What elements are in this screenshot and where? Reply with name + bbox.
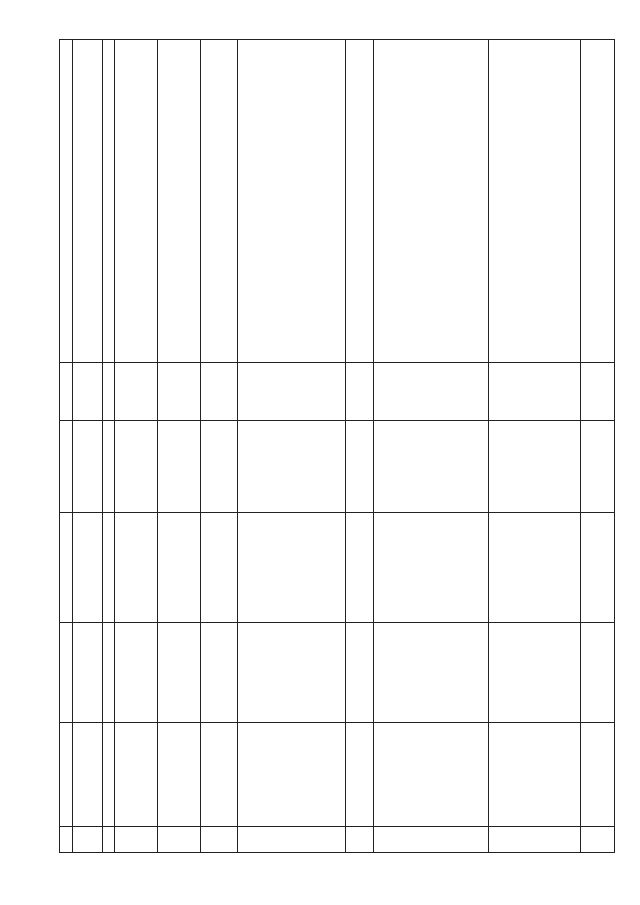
object-address <box>489 623 581 723</box>
object-name <box>115 723 158 827</box>
contract-period <box>200 421 238 513</box>
object-name <box>200 723 238 827</box>
table-row <box>200 40 238 853</box>
area-value <box>346 363 374 421</box>
area-value <box>200 363 238 421</box>
contract-period <box>238 421 346 513</box>
contract-period <box>346 421 374 513</box>
area-value <box>157 363 200 421</box>
section-label <box>102 513 115 623</box>
area-value <box>238 363 346 421</box>
table-row <box>489 40 581 853</box>
col-num-7 <box>60 40 73 363</box>
object-address <box>115 623 158 723</box>
region-name <box>200 40 238 363</box>
object-name <box>346 723 374 827</box>
table-row <box>157 40 200 853</box>
table-row <box>373 40 489 853</box>
table-row <box>115 40 158 853</box>
contract-period <box>489 421 581 513</box>
area-value <box>373 363 489 421</box>
region-name <box>238 40 346 363</box>
object-address <box>373 623 489 723</box>
contract-period <box>115 421 158 513</box>
table-row <box>581 40 615 853</box>
object-name <box>489 723 581 827</box>
row-number <box>157 827 200 853</box>
area-value <box>489 363 581 421</box>
object-address <box>200 623 238 723</box>
carry-over-row <box>72 40 102 853</box>
col-num-6 <box>60 363 73 421</box>
contract-period <box>373 421 489 513</box>
section-row <box>102 40 115 853</box>
contract-basis <box>115 513 158 623</box>
col-num-2 <box>60 723 73 827</box>
row-number <box>581 827 615 853</box>
region-name <box>115 40 158 363</box>
table-row <box>346 40 374 853</box>
region-name <box>157 40 200 363</box>
col-num-3 <box>60 623 73 723</box>
region-name <box>373 40 489 363</box>
region-name <box>489 40 581 363</box>
row-number <box>238 827 346 853</box>
row-number <box>373 827 489 853</box>
column-number-row <box>60 40 73 853</box>
row-number <box>346 827 374 853</box>
carry-over-text <box>72 40 102 363</box>
row-number <box>115 827 158 853</box>
col-num-1 <box>60 827 73 853</box>
contract-basis <box>346 513 374 623</box>
object-name <box>157 723 200 827</box>
object-address <box>581 623 615 723</box>
property-register-table <box>59 39 615 853</box>
contract-period <box>581 421 615 513</box>
area-value <box>581 363 615 421</box>
object-address <box>346 623 374 723</box>
region-name <box>581 40 615 363</box>
object-name <box>373 723 489 827</box>
region-name <box>346 40 374 363</box>
contract-period <box>157 421 200 513</box>
contract-basis <box>200 513 238 623</box>
rotated-table-container <box>59 40 615 853</box>
contract-basis <box>489 513 581 623</box>
contract-basis <box>373 513 489 623</box>
object-address <box>157 623 200 723</box>
row-number <box>200 827 238 853</box>
area-value <box>115 363 158 421</box>
contract-basis <box>581 513 615 623</box>
row-number <box>489 827 581 853</box>
object-address <box>238 623 346 723</box>
col-num-4 <box>60 513 73 623</box>
object-name <box>238 723 346 827</box>
col-num-5 <box>60 421 73 513</box>
object-name <box>581 723 615 827</box>
contract-basis <box>238 513 346 623</box>
contract-basis <box>157 513 200 623</box>
table-row <box>238 40 346 853</box>
